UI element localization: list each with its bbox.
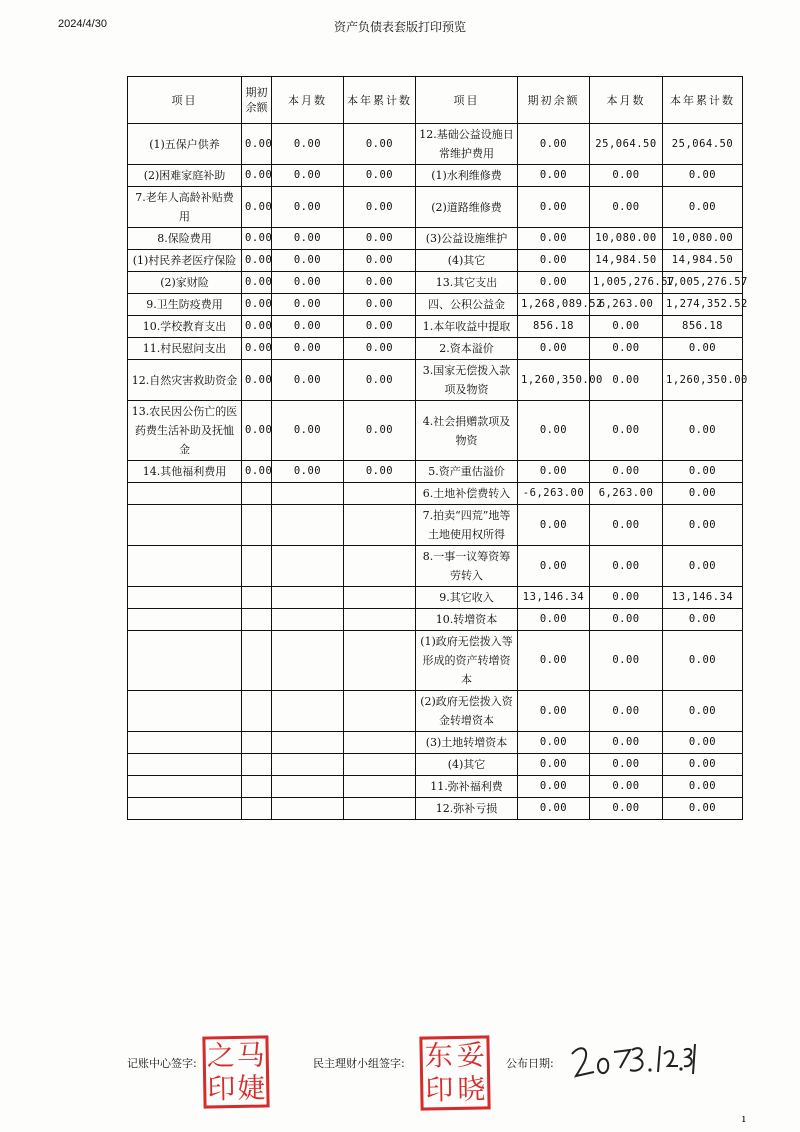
table-row bbox=[128, 338, 743, 360]
amount-cell: 0.00 bbox=[344, 316, 416, 338]
amount-cell bbox=[242, 776, 272, 798]
seal-char: 婕 bbox=[236, 1070, 266, 1105]
amount-cell: 0.00 bbox=[344, 187, 416, 228]
amount-cell: 6,263.00 bbox=[590, 483, 663, 505]
amount-cell bbox=[344, 691, 416, 732]
amount-cell: 0.00 bbox=[344, 250, 416, 272]
item-name-cell bbox=[128, 631, 242, 691]
handwritten-publish-date bbox=[568, 1036, 698, 1084]
table-row bbox=[128, 732, 743, 754]
amount-cell: 0.00 bbox=[344, 360, 416, 401]
amount-cell bbox=[272, 546, 344, 587]
amount-cell bbox=[272, 587, 344, 609]
amount-cell bbox=[344, 776, 416, 798]
item-name-cell: 11.弥补福利费 bbox=[416, 776, 518, 798]
page-edge-mark: ı bbox=[742, 1112, 746, 1125]
amount-cell: 0.00 bbox=[590, 505, 663, 546]
amount-cell: 10,080.00 bbox=[590, 228, 663, 250]
item-name-cell bbox=[128, 609, 242, 631]
item-name-cell: 8.一事一议筹资筹劳转入 bbox=[416, 546, 518, 587]
item-name-cell: 13.其它支出 bbox=[416, 272, 518, 294]
amount-cell: 0.00 bbox=[518, 732, 590, 754]
amount-cell bbox=[344, 483, 416, 505]
amount-cell: 0.00 bbox=[590, 587, 663, 609]
item-name-cell bbox=[128, 587, 242, 609]
amount-cell: 0.00 bbox=[518, 776, 590, 798]
table-row bbox=[128, 691, 743, 732]
amount-cell bbox=[272, 798, 344, 820]
table-header-row bbox=[128, 77, 743, 124]
amount-cell bbox=[272, 732, 344, 754]
amount-cell: 0.00 bbox=[518, 461, 590, 483]
print-date: 2024/4/30 bbox=[58, 18, 107, 30]
amount-cell: 0.00 bbox=[272, 124, 344, 165]
item-name-cell: (1)村民养老医疗保险 bbox=[128, 250, 242, 272]
amount-cell: 0.00 bbox=[518, 165, 590, 187]
item-name-cell: 14.其他福利费用 bbox=[128, 461, 242, 483]
amount-cell: 25,064.50 bbox=[663, 124, 743, 165]
accounting-seal bbox=[202, 1035, 269, 1108]
amount-cell: 0.00 bbox=[590, 360, 663, 401]
amount-cell: 0.00 bbox=[344, 401, 416, 461]
accounting-signature-label: 记账中心签字: bbox=[127, 1057, 197, 1070]
item-name-cell: (2)道路维修费 bbox=[416, 187, 518, 228]
amount-cell: 0.00 bbox=[242, 250, 272, 272]
amount-cell: 0.00 bbox=[590, 165, 663, 187]
amount-cell bbox=[242, 732, 272, 754]
table-row bbox=[128, 505, 743, 546]
item-name-cell: (1)五保户供养 bbox=[128, 124, 242, 165]
amount-cell: 14,984.50 bbox=[663, 250, 743, 272]
item-name-cell: 9.卫生防疫费用 bbox=[128, 294, 242, 316]
column-header: 本月数 bbox=[590, 77, 663, 124]
item-name-cell bbox=[128, 798, 242, 820]
amount-cell: 0.00 bbox=[590, 631, 663, 691]
item-name-cell bbox=[128, 546, 242, 587]
amount-cell: 6,263.00 bbox=[590, 294, 663, 316]
item-name-cell: 12.自然灾害救助资金 bbox=[128, 360, 242, 401]
amount-cell: 13,146.34 bbox=[518, 587, 590, 609]
table-row bbox=[128, 401, 743, 461]
table-row bbox=[128, 124, 743, 165]
table-row bbox=[128, 609, 743, 631]
table-row bbox=[128, 316, 743, 338]
amount-cell: 0.00 bbox=[272, 165, 344, 187]
balance-sheet-table bbox=[127, 76, 748, 820]
item-name-cell: 1.本年收益中提取 bbox=[416, 316, 518, 338]
amount-cell: 1,260,350.00 bbox=[663, 360, 743, 401]
item-name-cell bbox=[128, 505, 242, 546]
table-row bbox=[128, 360, 743, 401]
amount-cell bbox=[272, 505, 344, 546]
amount-cell bbox=[242, 483, 272, 505]
amount-cell: 0.00 bbox=[518, 124, 590, 165]
item-name-cell bbox=[128, 776, 242, 798]
seal-char: 晓 bbox=[456, 1072, 486, 1106]
table-row bbox=[128, 294, 743, 316]
item-name-cell: (4)其它 bbox=[416, 250, 518, 272]
amount-cell: 0.00 bbox=[242, 124, 272, 165]
amount-cell bbox=[242, 691, 272, 732]
item-name-cell: (2)政府无偿拨入资金转增资本 bbox=[416, 691, 518, 732]
amount-cell: 0.00 bbox=[272, 401, 344, 461]
column-header: 本年累计数 bbox=[663, 77, 743, 124]
column-header: 期初余额 bbox=[518, 77, 590, 124]
amount-cell: 0.00 bbox=[663, 187, 743, 228]
amount-cell: 0.00 bbox=[242, 228, 272, 250]
amount-cell bbox=[242, 546, 272, 587]
item-name-cell: 7.老年人高龄补贴费用 bbox=[128, 187, 242, 228]
amount-cell: 0.00 bbox=[242, 338, 272, 360]
amount-cell: 1,274,352.52 bbox=[663, 294, 743, 316]
amount-cell: 1,005,276.57 bbox=[663, 272, 743, 294]
item-name-cell: 12.基础公益设施日常维护费用 bbox=[416, 124, 518, 165]
amount-cell bbox=[272, 631, 344, 691]
amount-cell: 856.18 bbox=[518, 316, 590, 338]
amount-cell bbox=[344, 609, 416, 631]
amount-cell: 0.00 bbox=[242, 461, 272, 483]
amount-cell bbox=[242, 505, 272, 546]
item-name-cell: (3)土地转增资本 bbox=[416, 732, 518, 754]
amount-cell: 0.00 bbox=[590, 338, 663, 360]
amount-cell: 14,984.50 bbox=[590, 250, 663, 272]
table-row bbox=[128, 272, 743, 294]
item-name-cell bbox=[128, 754, 242, 776]
amount-cell: 0.00 bbox=[242, 187, 272, 228]
table-row bbox=[128, 165, 743, 187]
amount-cell bbox=[272, 776, 344, 798]
amount-cell bbox=[272, 483, 344, 505]
table-row bbox=[128, 587, 743, 609]
amount-cell: 0.00 bbox=[518, 187, 590, 228]
amount-cell: 0.00 bbox=[663, 798, 743, 820]
amount-cell: 0.00 bbox=[590, 732, 663, 754]
table-row bbox=[128, 187, 743, 228]
item-name-cell: 13.农民因公伤亡的医药费生活补助及抚恤金 bbox=[128, 401, 242, 461]
amount-cell: 0.00 bbox=[518, 338, 590, 360]
amount-cell: 0.00 bbox=[590, 461, 663, 483]
amount-cell: 0.00 bbox=[344, 338, 416, 360]
amount-cell: 0.00 bbox=[590, 187, 663, 228]
seal-char: 印 bbox=[206, 1071, 236, 1106]
amount-cell: 0.00 bbox=[663, 483, 743, 505]
item-name-cell: (2)困难家庭补助 bbox=[128, 165, 242, 187]
amount-cell bbox=[344, 587, 416, 609]
seal-char: 妥 bbox=[456, 1038, 485, 1072]
amount-cell: 0.00 bbox=[663, 401, 743, 461]
table-row bbox=[128, 754, 743, 776]
amount-cell: 0.00 bbox=[242, 360, 272, 401]
item-name-cell: (3)公益设施维护 bbox=[416, 228, 518, 250]
column-header: 项目 bbox=[128, 77, 242, 124]
item-name-cell: 12.弥补亏损 bbox=[416, 798, 518, 820]
amount-cell: 0.00 bbox=[663, 609, 743, 631]
amount-cell: 0.00 bbox=[518, 798, 590, 820]
amount-cell bbox=[242, 754, 272, 776]
amount-cell bbox=[242, 798, 272, 820]
amount-cell bbox=[344, 546, 416, 587]
amount-cell: 0.00 bbox=[663, 338, 743, 360]
item-name-cell: 6.土地补偿费转入 bbox=[416, 483, 518, 505]
amount-cell: 0.00 bbox=[663, 505, 743, 546]
amount-cell: 0.00 bbox=[663, 691, 743, 732]
amount-cell: 0.00 bbox=[272, 316, 344, 338]
amount-cell: 25,064.50 bbox=[590, 124, 663, 165]
item-name-cell: (2)家财险 bbox=[128, 272, 242, 294]
amount-cell: 0.00 bbox=[663, 732, 743, 754]
table-row bbox=[128, 250, 743, 272]
amount-cell: 13,146.34 bbox=[663, 587, 743, 609]
amount-cell bbox=[344, 754, 416, 776]
amount-cell: 0.00 bbox=[663, 165, 743, 187]
amount-cell: 0.00 bbox=[344, 228, 416, 250]
amount-cell: 0.00 bbox=[344, 165, 416, 187]
amount-cell: 0.00 bbox=[242, 401, 272, 461]
amount-cell: 0.00 bbox=[344, 461, 416, 483]
column-header: 期初余额 bbox=[242, 77, 272, 124]
item-name-cell: 10.学校教育支出 bbox=[128, 316, 242, 338]
item-name-cell bbox=[128, 732, 242, 754]
amount-cell: 0.00 bbox=[590, 754, 663, 776]
amount-cell bbox=[344, 732, 416, 754]
amount-cell: 0.00 bbox=[518, 401, 590, 461]
amount-cell: 0.00 bbox=[518, 228, 590, 250]
amount-cell: 0.00 bbox=[590, 609, 663, 631]
amount-cell: 856.18 bbox=[663, 316, 743, 338]
table-row bbox=[128, 546, 743, 587]
print-preview-title: 资产负债表套版打印预览 bbox=[333, 20, 466, 34]
column-header: 本月数 bbox=[272, 77, 344, 124]
table-row bbox=[128, 776, 743, 798]
amount-cell bbox=[272, 609, 344, 631]
amount-cell: 0.00 bbox=[272, 294, 344, 316]
seal-char: 印 bbox=[424, 1073, 454, 1107]
amount-cell: 0.00 bbox=[344, 124, 416, 165]
amount-cell: 0.00 bbox=[272, 360, 344, 401]
amount-cell bbox=[272, 754, 344, 776]
item-name-cell: 3.国家无偿拨入款项及物资 bbox=[416, 360, 518, 401]
amount-cell: 0.00 bbox=[344, 294, 416, 316]
amount-cell: 0.00 bbox=[272, 272, 344, 294]
amount-cell bbox=[344, 798, 416, 820]
amount-cell: 0.00 bbox=[590, 401, 663, 461]
seal-char: 马 bbox=[236, 1037, 265, 1072]
amount-cell: -6,263.00 bbox=[518, 483, 590, 505]
amount-cell: 0.00 bbox=[272, 187, 344, 228]
amount-cell: 0.00 bbox=[518, 505, 590, 546]
amount-cell: 0.00 bbox=[272, 228, 344, 250]
item-name-cell: 7.拍卖“四荒”地等土地使用权所得 bbox=[416, 505, 518, 546]
amount-cell: 0.00 bbox=[663, 461, 743, 483]
amount-cell: 0.00 bbox=[663, 546, 743, 587]
amount-cell: 0.00 bbox=[590, 546, 663, 587]
amount-cell: 0.00 bbox=[518, 272, 590, 294]
amount-cell: 0.00 bbox=[242, 316, 272, 338]
table-row bbox=[128, 483, 743, 505]
table-row bbox=[128, 461, 743, 483]
item-name-cell: 5.资产重估溢价 bbox=[416, 461, 518, 483]
amount-cell: 10,080.00 bbox=[663, 228, 743, 250]
amount-cell: 0.00 bbox=[242, 272, 272, 294]
item-name-cell: 9.其它收入 bbox=[416, 587, 518, 609]
item-name-cell: 四、公积公益金 bbox=[416, 294, 518, 316]
amount-cell bbox=[242, 631, 272, 691]
amount-cell: 0.00 bbox=[272, 250, 344, 272]
amount-cell bbox=[272, 691, 344, 732]
amount-cell: 1,260,350.00 bbox=[518, 360, 590, 401]
amount-cell: 0.00 bbox=[590, 316, 663, 338]
amount-cell: 1,005,276.57 bbox=[590, 272, 663, 294]
amount-cell bbox=[242, 609, 272, 631]
amount-cell: 0.00 bbox=[242, 294, 272, 316]
amount-cell: 0.00 bbox=[590, 776, 663, 798]
amount-cell: 0.00 bbox=[518, 546, 590, 587]
amount-cell: 0.00 bbox=[242, 165, 272, 187]
amount-cell: 0.00 bbox=[272, 338, 344, 360]
amount-cell: 0.00 bbox=[518, 609, 590, 631]
item-name-cell: 8.保险费用 bbox=[128, 228, 242, 250]
amount-cell bbox=[344, 505, 416, 546]
amount-cell: 0.00 bbox=[344, 272, 416, 294]
column-header: 本年累计数 bbox=[344, 77, 416, 124]
amount-cell: 0.00 bbox=[663, 776, 743, 798]
column-header: 项目 bbox=[416, 77, 518, 124]
amount-cell: 0.00 bbox=[590, 798, 663, 820]
amount-cell: 0.00 bbox=[518, 250, 590, 272]
table-body bbox=[128, 124, 748, 820]
item-name-cell: 4.社会捐赠款项及物资 bbox=[416, 401, 518, 461]
publish-date-label: 公布日期: bbox=[506, 1057, 554, 1070]
item-name-cell: (1)水利维修费 bbox=[416, 165, 518, 187]
item-name-cell: (4)其它 bbox=[416, 754, 518, 776]
item-name-cell: (1)政府无偿拨入等形成的资产转增资本 bbox=[416, 631, 518, 691]
amount-cell bbox=[344, 631, 416, 691]
amount-cell: 0.00 bbox=[272, 461, 344, 483]
table-row bbox=[128, 631, 743, 691]
amount-cell: 0.00 bbox=[663, 631, 743, 691]
amount-cell: 0.00 bbox=[663, 754, 743, 776]
table-row bbox=[128, 798, 743, 820]
amount-cell: 0.00 bbox=[590, 691, 663, 732]
seal-char: 东 bbox=[424, 1039, 453, 1073]
amount-cell: 0.00 bbox=[518, 691, 590, 732]
committee-signature-label: 民主理财小组签字: bbox=[313, 1057, 405, 1070]
seal-char: 之 bbox=[206, 1038, 235, 1073]
table-row bbox=[128, 228, 743, 250]
amount-cell bbox=[242, 587, 272, 609]
amount-cell: 0.00 bbox=[518, 631, 590, 691]
item-name-cell: 11.村民慰问支出 bbox=[128, 338, 242, 360]
amount-cell: 0.00 bbox=[518, 754, 590, 776]
item-name-cell bbox=[128, 483, 242, 505]
item-name-cell bbox=[128, 691, 242, 732]
committee-seal bbox=[419, 1035, 490, 1110]
amount-cell: 1,268,089.52 bbox=[518, 294, 590, 316]
item-name-cell: 2.资本溢价 bbox=[416, 338, 518, 360]
item-name-cell: 10.转增资本 bbox=[416, 609, 518, 631]
